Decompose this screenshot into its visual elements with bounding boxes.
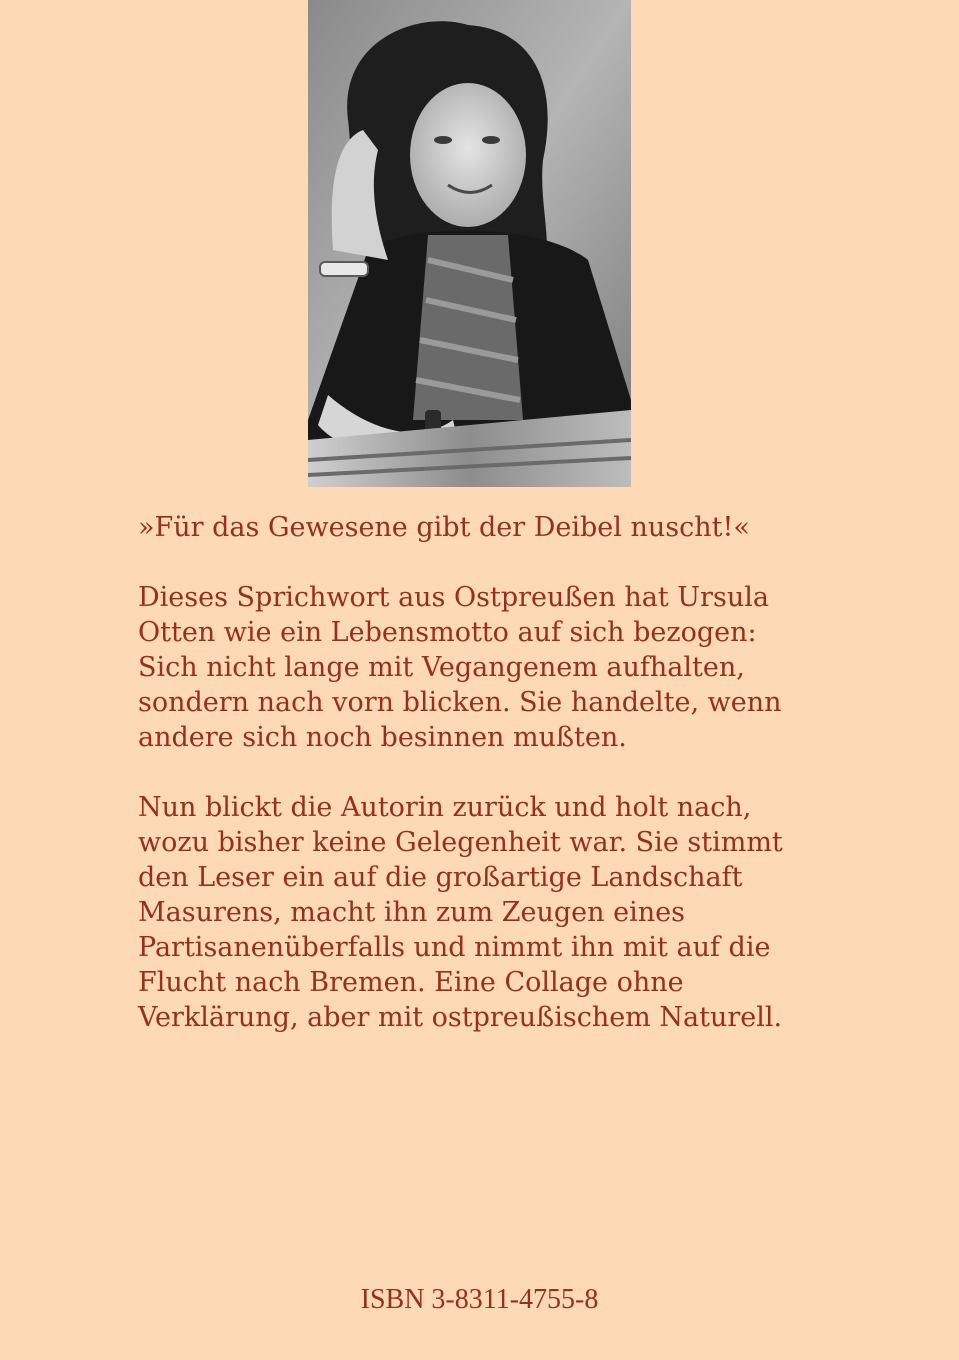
paragraph-1 [138,580,838,755]
quote-line: »Für das Gewesene gibt der Deibel nuscht!« [138,512,750,543]
paragraph-2-line: wozu bisher keine Gelegenheit war. Sie stimmt [138,827,783,858]
author-portrait-photo [308,0,631,487]
paragraph-2 [138,790,838,1035]
paragraph-1-line: sondern nach vorn blicken. Sie handelte, wenn [138,687,782,718]
paragraph-2-line: den Leser ein auf die großartige Landschaft [138,862,743,893]
back-cover-text [138,510,838,1070]
paragraph-2-line: Flucht nach Bremen. Eine Collage ohne [138,967,684,998]
paragraph-1-line: Sich nicht lange mit Vegangenem aufhalten, [138,652,745,683]
portrait-photo-icon [308,0,631,487]
paragraph-2-line: Partisanenüberfalls und nimmt ihn mit auf die [138,932,771,963]
paragraph-2-line: Verklärung, aber mit ostpreußischem Naturell. [138,1002,783,1033]
paragraph-1-line: Dieses Sprichwort aus Ostpreußen hat Ursula [138,582,769,613]
quote [138,510,838,545]
paragraph-1-line: Otten wie ein Lebensmotto auf sich bezogen: [138,617,757,648]
paragraph-2-line: Masurens, macht ihn zum Zeugen eines [138,897,685,928]
paragraph-1-line: andere sich noch besinnen mußten. [138,722,627,753]
paragraph-2-line: Nun blickt die Autorin zurück und holt nach, [138,792,752,823]
isbn-number: ISBN 3-8311-4755-8 [360,1284,599,1315]
